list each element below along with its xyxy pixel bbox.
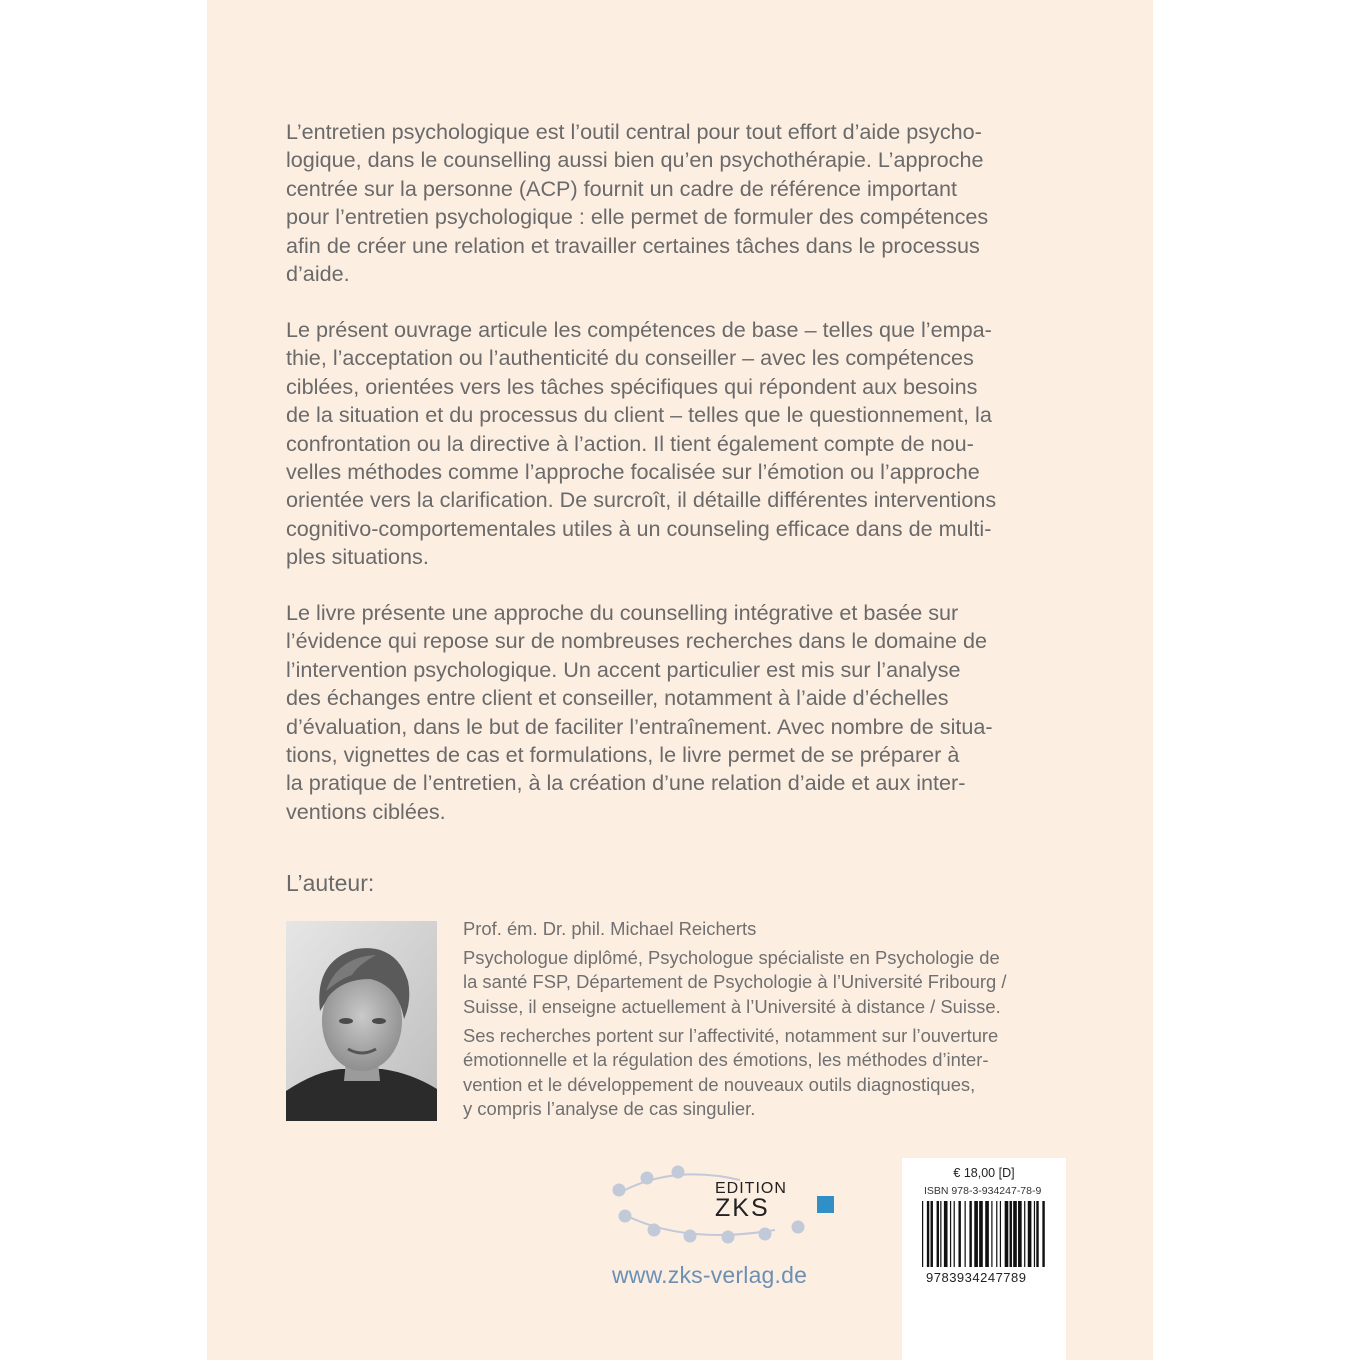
publisher-url-link[interactable]: www.zks-verlag.de	[612, 1262, 808, 1288]
barcode-bar	[950, 1201, 951, 1267]
logo-dot	[641, 1172, 654, 1185]
text-line: confrontation ou la directive à l’action. Il tient également compte de nou-	[286, 430, 974, 456]
logo-square-icon	[817, 1196, 834, 1213]
text-line: ciblées, orientées vers les tâches spécifiques qui répondent aux besoins	[286, 373, 978, 399]
text-line: tions, vignettes de cas et formulations, le livre permet de se préparer à	[286, 742, 960, 768]
author-heading: L’auteur:	[286, 870, 375, 896]
text-line: Le présent ouvrage articule les compétences de base – telles que l’empa-	[286, 317, 992, 342]
barcode-bar	[979, 1201, 983, 1267]
author-name: Prof. ém. Dr. phil. Michael Reicherts	[463, 918, 757, 939]
barcode-bar	[969, 1201, 971, 1267]
barcode-bar	[1005, 1201, 1009, 1267]
logo-dot	[619, 1210, 632, 1223]
barcode-bar	[954, 1201, 955, 1267]
portrait-image	[286, 921, 437, 1121]
barcode-bar	[958, 1201, 960, 1267]
barcode-bar	[991, 1201, 992, 1267]
text-line: thie, l’acceptation ou l’authenticité du conseiller – avec les compétences	[286, 345, 974, 371]
author-bio-credentials	[463, 946, 1083, 1019]
logo-dot	[722, 1231, 735, 1244]
bio-line: vention et le développement de nouveaux outils diagnostiques,	[463, 1073, 976, 1095]
text-line: logique, dans le counselling aussi bien qu’en psychothérapie. L’approche	[286, 147, 984, 173]
bio-line: Psychologue diplômé, Psychologue spécialiste en Psychologie de	[463, 947, 1000, 968]
bio-line: Ses recherches portent sur l’affectivité, notamment sur l’ouverture	[463, 1025, 999, 1046]
text-line: Le livre présente une approche du counselling intégrative et basée sur	[286, 600, 959, 625]
barcode-bar	[1010, 1201, 1012, 1267]
barcode-bar	[940, 1201, 941, 1267]
barcode-bar	[1024, 1201, 1025, 1267]
barcode-label	[902, 1158, 1066, 1360]
text-line: d’évaluation, dans le but de faciliter l’entraînement. Avec nombre de situa-	[286, 713, 993, 739]
text-line: velles méthodes comme l’approche focalisée sur l’émotion ou l’approche	[286, 459, 980, 485]
logo-dot	[672, 1166, 685, 1179]
author-bio-research	[463, 1024, 1083, 1122]
text-line: ventions ciblées.	[286, 798, 446, 824]
barcode-bar	[965, 1201, 966, 1267]
barcode-bar	[974, 1201, 978, 1267]
isbn-digits: 9783934247789	[926, 1270, 1027, 1285]
bio-line: émotionnelle et la régulation des émotions, les méthodes d’inter-	[463, 1049, 989, 1071]
text-line: orientée vers la clarification. De surcroît, il détaille différentes interventions	[286, 487, 997, 513]
logo-dot	[648, 1224, 661, 1237]
text-line: ples situations.	[286, 544, 429, 570]
text-line: pour l’entretien psychologique : elle permet de formuler des compétences	[286, 204, 989, 230]
logo-dot	[684, 1230, 697, 1243]
price-text: € 18,00 [D]	[953, 1166, 1015, 1180]
barcode-bar	[1034, 1201, 1035, 1267]
text-line: des échanges entre client et conseiller, notamment à l’aide d’échelles	[286, 685, 949, 711]
logo-dot	[613, 1184, 626, 1197]
barcode-bar	[1013, 1201, 1017, 1267]
text-line: centrée sur la personne (ACP) fournit un cadre de référence important	[286, 175, 957, 201]
text-line: de la situation et du processus du client – telles que le questionnement, la	[286, 402, 992, 428]
barcode-bar	[1000, 1201, 1001, 1267]
bio-line: la santé FSP, Département de Psychologie à l’Université Fribourg /	[463, 971, 1007, 993]
paragraph-competences	[286, 316, 1076, 572]
text-line: la pratique de l’entretien, à la création d’une relation d’aide et aux inter-	[286, 770, 966, 796]
logo-dot	[759, 1228, 772, 1241]
barcode-bar	[931, 1201, 933, 1267]
barcode-bar	[1036, 1201, 1038, 1267]
barcode-bars	[922, 1201, 1046, 1276]
isbn-text: ISBN 978-3-934247-78-9	[924, 1185, 1042, 1197]
bio-line: Suisse, il enseigne actuellement à l’Université à distance / Suisse.	[463, 995, 1001, 1017]
paragraph-intro	[286, 118, 1076, 288]
barcode-bar	[927, 1201, 929, 1267]
text-line: l’intervention psychologique. Un accent particulier est mis sur l’analyse	[286, 656, 961, 682]
logo-zks-text: ZKS	[715, 1194, 770, 1222]
text-line: l’évidence qui repose sur de nombreuses recherches dans le domaine de	[286, 628, 988, 654]
edition-zks-logo	[605, 1160, 845, 1250]
logo-edition-text: EDITION	[715, 1180, 787, 1197]
barcode-bar	[1042, 1201, 1044, 1267]
barcode-bar	[937, 1201, 939, 1267]
text-line: afin de créer une relation et travailler certaines tâches dans le processus	[286, 232, 980, 258]
author-portrait	[286, 921, 437, 1121]
barcode-bar	[922, 1201, 923, 1267]
logo-dot	[792, 1221, 805, 1234]
text-line: cognitivo-comportementales utiles à un counseling efficace dans de multi-	[286, 515, 992, 541]
text-line: d’aide.	[286, 261, 350, 287]
barcode-bar	[1018, 1201, 1022, 1267]
paragraph-approach	[286, 599, 1076, 826]
text-line: L’entretien psychologique est l’outil central pour tout effort d’aide psycho-	[286, 119, 982, 144]
barcode-bar	[1028, 1201, 1032, 1267]
bio-line: y compris l’analyse de cas singulier.	[463, 1098, 756, 1120]
barcode-bar	[996, 1201, 997, 1267]
barcode-bar	[944, 1201, 948, 1267]
barcode-bar	[985, 1201, 989, 1267]
